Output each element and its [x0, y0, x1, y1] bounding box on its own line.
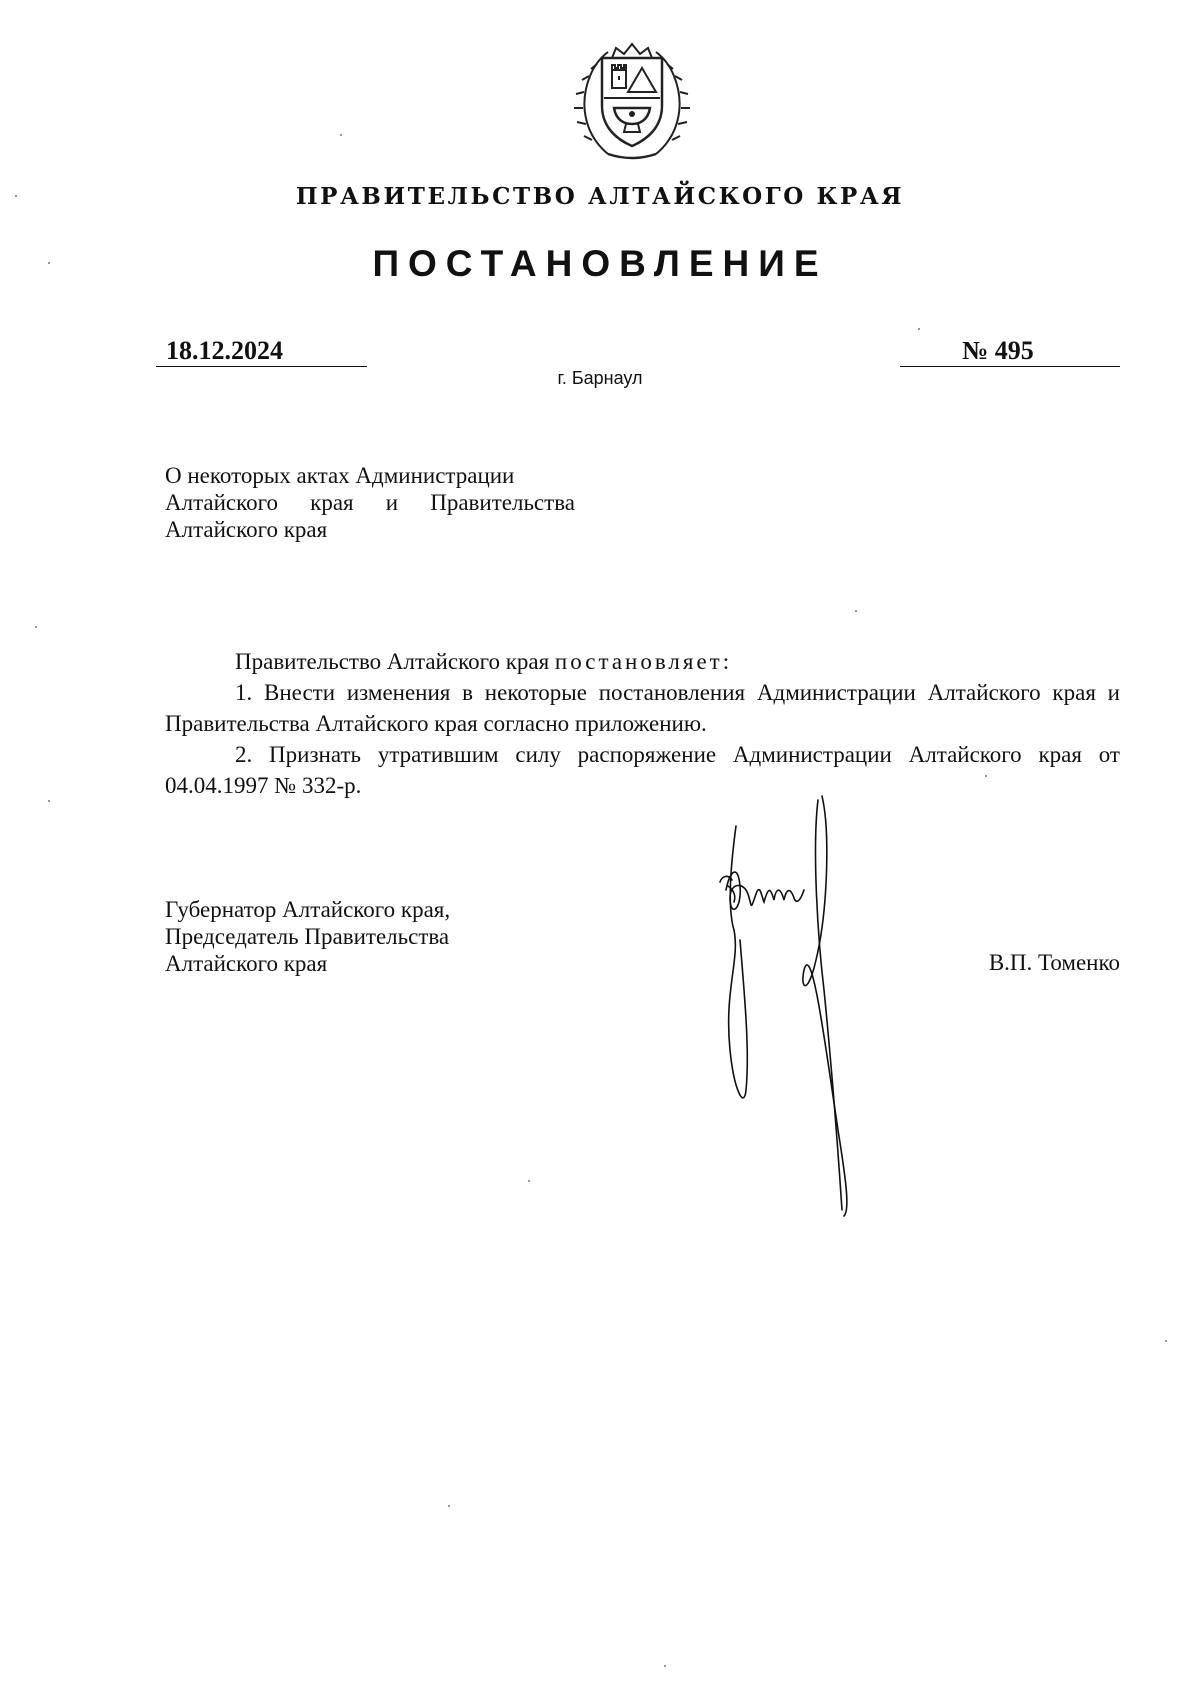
scan-speck	[48, 262, 50, 264]
subject-word: края	[310, 490, 354, 515]
signer-position-line-1: Губернатор Алтайского края,	[165, 897, 451, 922]
signer-name: В.П. Томенко	[988, 950, 1120, 975]
scan-speck	[448, 1505, 450, 1507]
document-number: № 495	[900, 336, 1120, 367]
scan-speck	[48, 800, 50, 802]
item-1: 1. Внести изменения в некоторые постановления Администрации Алтайского края и Правительства Алтайского края согласно приложению.	[165, 680, 1120, 736]
scan-speck	[35, 626, 37, 628]
document-subject	[165, 462, 575, 543]
scan-speck	[15, 195, 17, 197]
handwritten-signature-icon	[700, 790, 880, 1220]
scan-speck	[664, 1665, 666, 1667]
subject-line-1: О некоторых актах Администрации	[165, 463, 515, 488]
scan-speck	[855, 610, 857, 612]
signer-position-line-3: Алтайского края	[165, 951, 328, 976]
document-body	[165, 646, 1120, 801]
document-type-title: ПОСТАНОВЛЕНИЕ	[372, 243, 828, 284]
document-city: г. Барнаул	[557, 368, 643, 388]
preamble-intro: Правительство Алтайского края	[235, 649, 555, 674]
coat-of-arms-icon	[568, 36, 696, 164]
subject-line-2	[165, 489, 575, 516]
subject-word: Правительства	[430, 490, 575, 515]
government-title: ПРАВИТЕЛЬСТВО АЛТАЙСКОГО КРАЯ	[295, 183, 905, 210]
signer-position	[165, 896, 450, 977]
preamble	[165, 646, 1120, 677]
subject-word: Алтайского	[165, 490, 279, 515]
subject-word: и	[385, 490, 399, 515]
scan-speck	[528, 1180, 530, 1182]
item-2: 2. Признать утратившим силу распоряжение Администрации Алтайского края от 04.04.1997 № 332-р.	[165, 742, 1120, 798]
subject-line-3: Алтайского края	[165, 517, 328, 542]
scan-speck	[918, 328, 920, 330]
scan-speck	[985, 775, 987, 777]
scan-speck	[340, 134, 342, 136]
scan-speck	[1165, 1340, 1167, 1342]
signer-position-line-2: Председатель Правительства	[165, 924, 450, 949]
preamble-verb: постановляет:	[554, 649, 733, 674]
document-date: 18.12.2024	[156, 336, 367, 367]
